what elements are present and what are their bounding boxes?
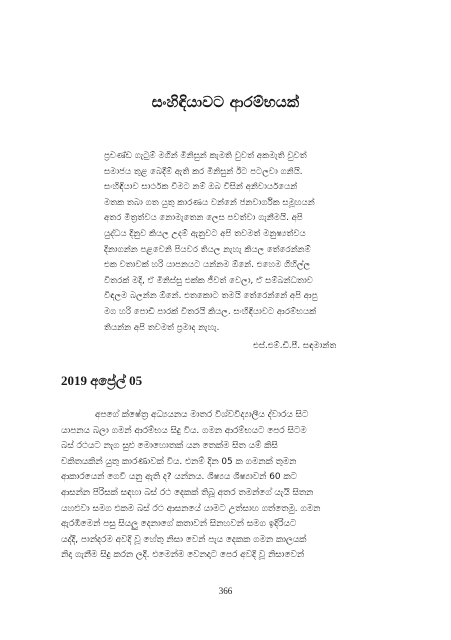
text-line: එක වතාවක් හරි යාපනයට යන්නම ඕනේ. එහෙම ගිහිල්ල <box>104 260 311 271</box>
text-line: ආසන්න පිරිසක් සඳහා බස් රථ දෙකක් තිබූ අතර තමන්ගේ යැයි සිතන <box>61 487 314 498</box>
text-line: අපගේ ක්ෂේත්‍ර අධ්‍යයනය මාතර විශ්වවිද්‍යාලීය ද්වාරය සිට <box>95 410 309 420</box>
text-line: මග හරි පොඩි පාරක් විතරයි කියල. සංහිඳියාවට ආරම්භයක් <box>104 306 317 317</box>
text-line: බස් රථයට නැග සුළු මොහොතක් යන තෙක්ම සිත යම් කිසි <box>61 441 278 452</box>
text-line: මතක තබා ගත යුතු කාරණය වන්නේ ජනවාර්ගික සමූහයන් <box>104 197 315 208</box>
text-line: සමාජය තුළ බෙදීම් ඇති කර මිනිසුන් ඊට පටලවා ගනියි. <box>104 166 303 177</box>
page-number: 366 <box>218 586 233 596</box>
text-line: යද්දී, පාන්දරම අවදි වූ හේතු නිසා වෙන් පැය දෙකක ගමන කාලයක් <box>61 534 307 545</box>
author-signature: එස්.එම්.ඩී.පී. සඳමාන්ත <box>253 341 337 351</box>
text-line: චකිතයකින් යුතු කාරණාවක් විය. එනම් දින 05 ක ගමනක් තුමන <box>61 456 297 467</box>
text-line: දිනාගන්න පළවෙනි පියවර තියල නැහැ කියල තේරෙන්නම් <box>104 244 311 255</box>
text-line: නිදා ගැනීම සිදු කරන ලදී. එමෙන්ම වෙනදාට පෙර අවදි වූ නිසාවෙන් <box>61 550 305 561</box>
text-line: තියන්න අපි තවමත් ප්‍රමාද නැහැ. <box>104 322 220 333</box>
text-line: ඇරඹීමෙන් පසු සියලු දෙනාගේ කතාවන් සිනහවන් සමග ඉදිරියට <box>61 519 297 530</box>
text-line: යාපනය බලා ගමන් ආරම්භය සිදු විය. ගමන ආරම්භයට පෙර සිටම <box>61 425 307 436</box>
body-paragraph <box>61 408 391 564</box>
text-line: අතර මිත්‍රත්වය නොමැතෙන ලෙස පවත්වා ගැනීමයි. අපි <box>104 213 303 224</box>
text-line: විතරක් මදි, ඒ මිනිස්සු එක්ක ජීවත් වෙලා, ඒ සම්බන්ධතාව <box>104 275 313 286</box>
text-line: ප්‍රචණ්ඩ ගැටුම් මගින් මිනිසුන් කැමති වුවත් අකමැති වුවත් <box>104 151 307 161</box>
intro-paragraph <box>104 149 378 336</box>
page-title: සංහිඳියාවට ආරම්භයක් <box>151 93 300 111</box>
text-line: විඳලම බලන්න ඕනේ. එතකොට තමයි තේරෙන්නේ අපි ආපු <box>104 291 318 302</box>
text-line: යුද්ධය දිනුව කියල උදම් ඇනුවට අපි තවමත් මනුෂ්‍යත්වය <box>104 228 306 239</box>
entry-date: 2019 අප්‍රේල් 05 <box>61 373 143 388</box>
text-line: යහළුවා සමග එකම බස් රථ ආසනයේ යාමට උත්සාහ ගත්තෙමු. ගමන <box>61 503 321 514</box>
text-line: සංහිඳියාව සාර්ථක විමට නම් ඔබ විසින් අනිවාර්යයෙන් <box>104 182 298 193</box>
text-line: ආකාරයෙන් ගෙවී යනු ඇති ද? යන්නය. ශිෂ්‍යය ශිෂ්‍යාවන් 60 කට <box>61 472 297 483</box>
